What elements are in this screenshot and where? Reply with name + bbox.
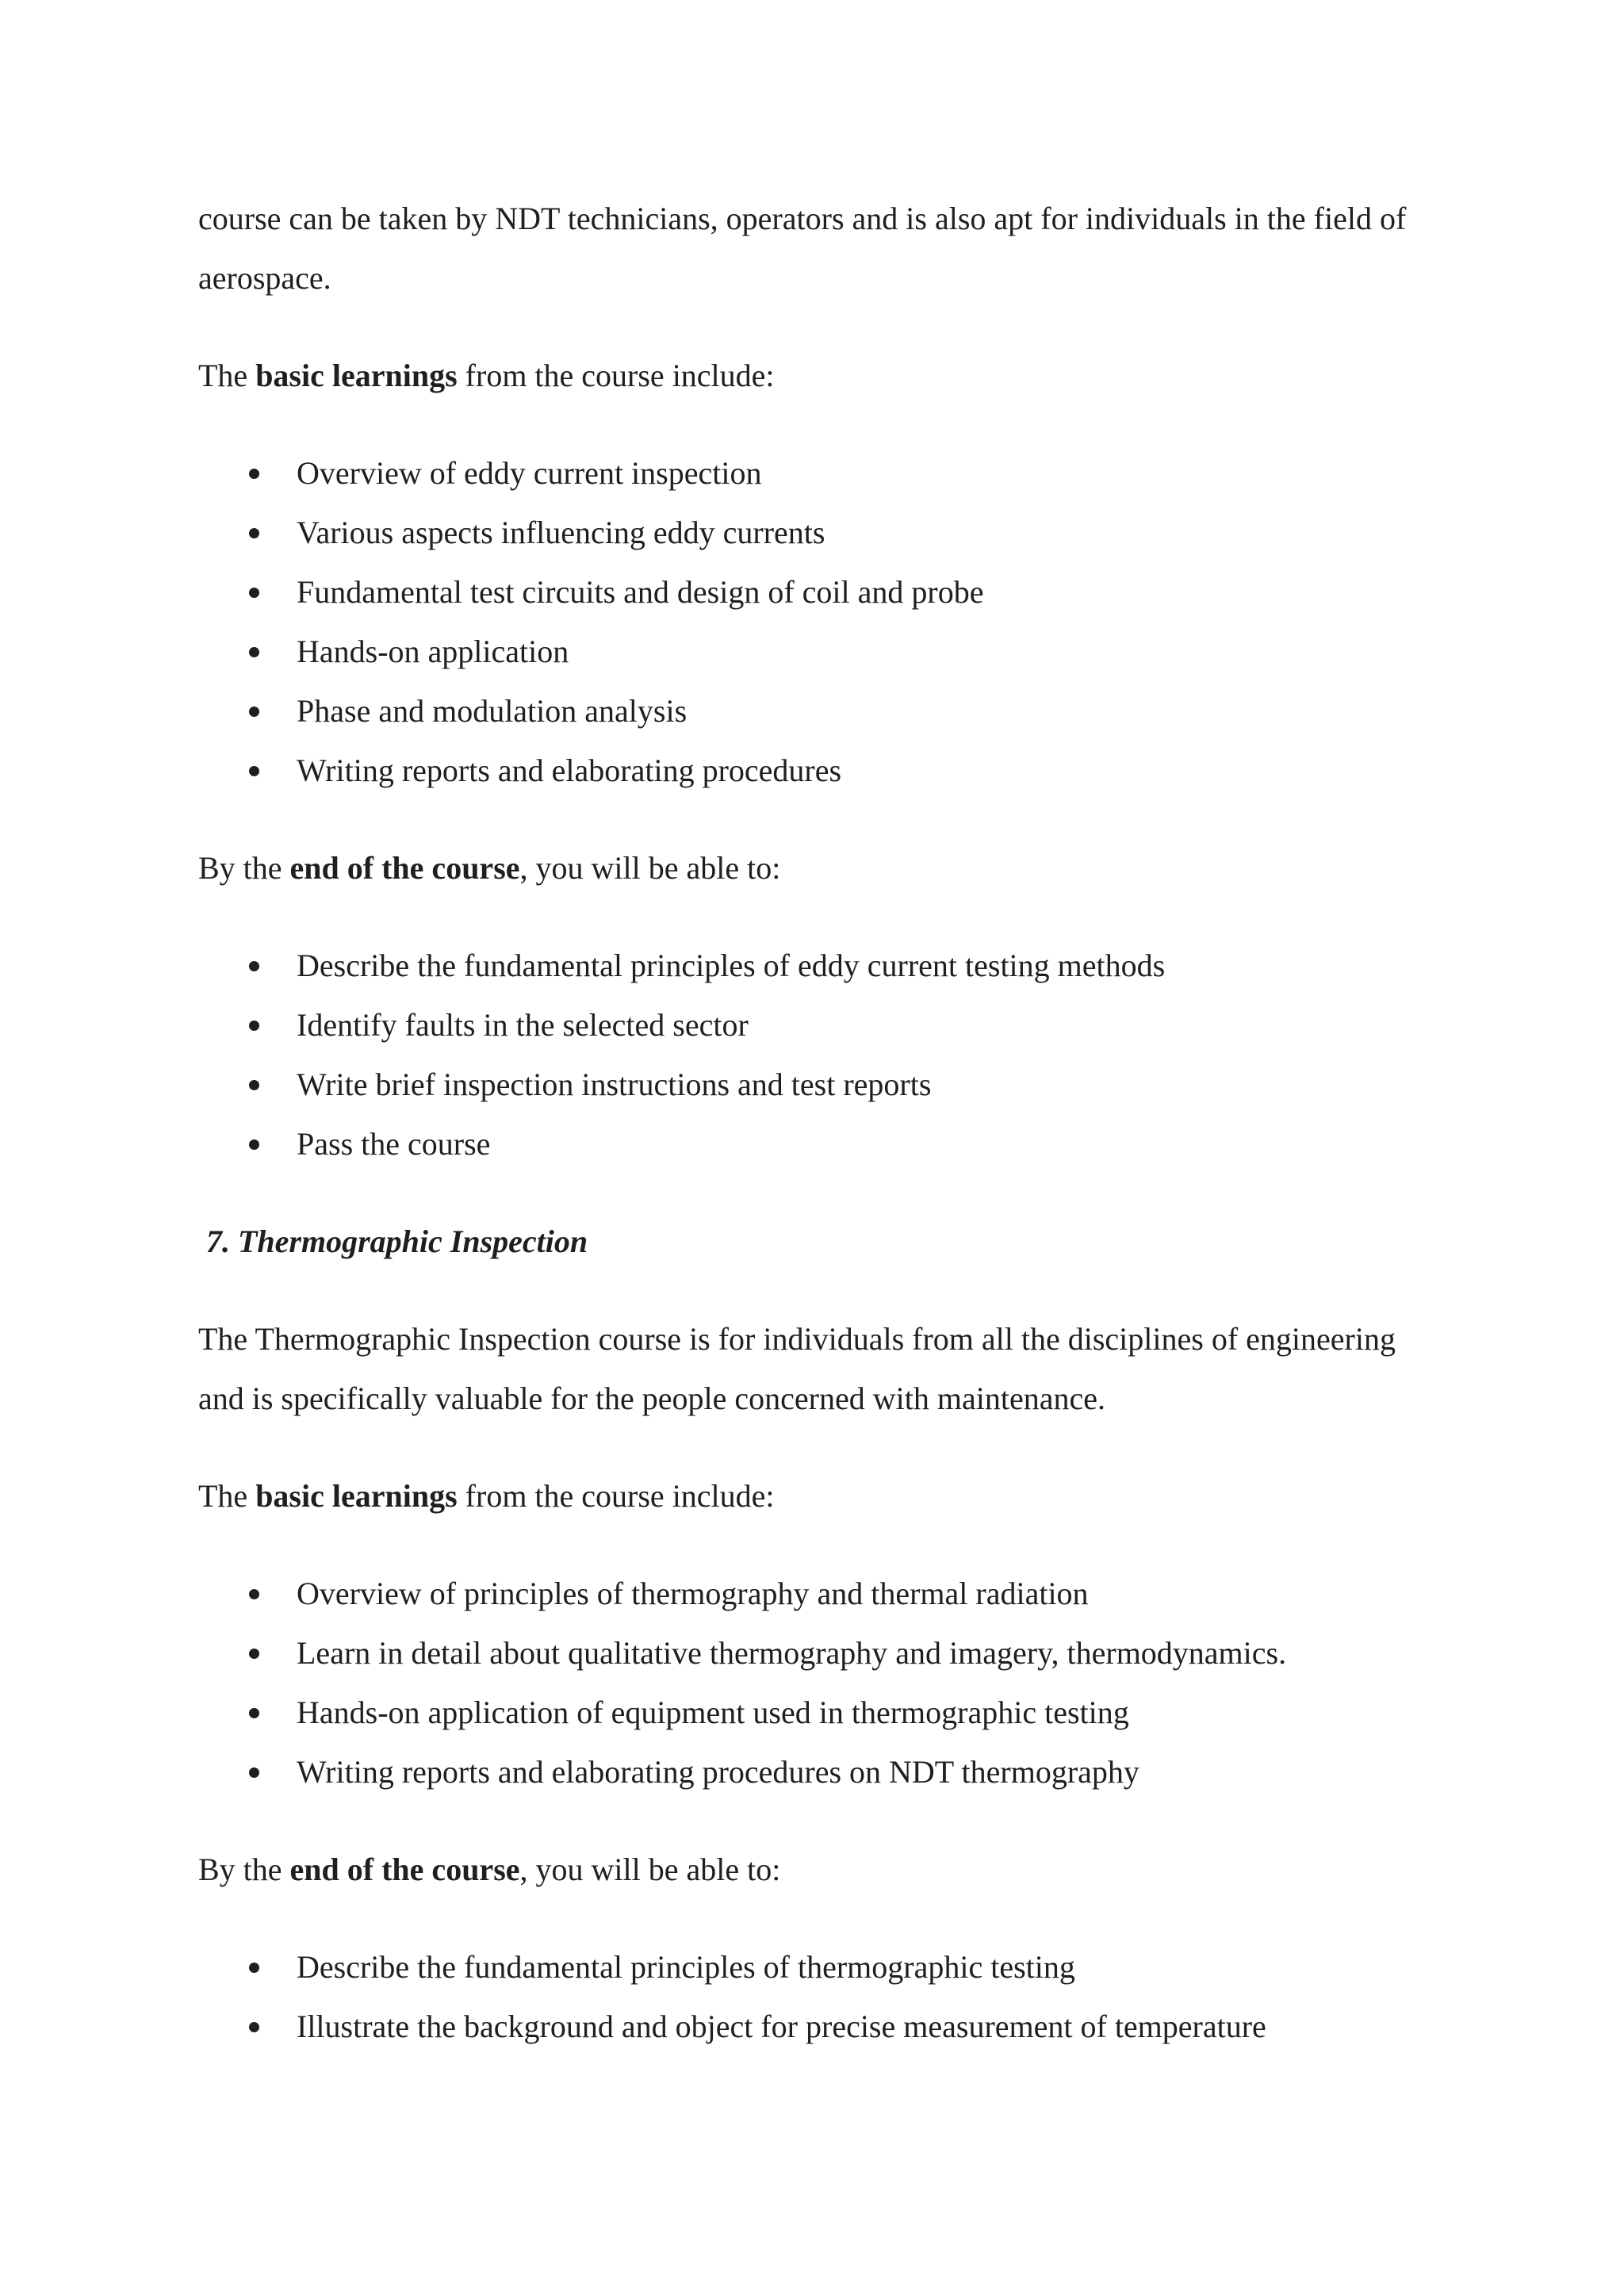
bullet-icon (249, 1708, 259, 1718)
list-item (198, 622, 1435, 681)
bullet-icon (249, 528, 259, 538)
bullet-icon (249, 961, 259, 971)
list-item (198, 1937, 1435, 1997)
list-item (198, 1742, 1435, 1802)
bullet-icon (249, 1021, 259, 1031)
list-item (198, 1623, 1435, 1683)
outcomes-lead (198, 838, 1435, 898)
list-item-text: Learn in detail about qualitative thermography and imagery, thermodynamics. (297, 1635, 1287, 1671)
lead-text: from the course include: (457, 1478, 775, 1514)
page-content (198, 189, 1435, 2094)
list-item-text: Hands-on application of equipment used in thermographic testing (297, 1695, 1129, 1730)
lead-bold-text: end of the course (289, 1852, 520, 1887)
lead-text: By the (198, 850, 290, 886)
bullet-icon (249, 766, 259, 776)
lead-text: , you will be able to: (519, 1852, 781, 1887)
bullet-icon (249, 2022, 259, 2032)
list-item (198, 1055, 1435, 1114)
list-item-text: Phase and modulation analysis (297, 693, 688, 729)
intro-paragraph: course can be taken by NDT technicians, operators and is also apt for individuals in the field of aerospace. (198, 201, 1407, 296)
bullet-icon (249, 469, 259, 479)
list-item (198, 1683, 1435, 1742)
list-item-text: Writing reports and elaborating procedures (297, 753, 842, 788)
lead-text: By the (198, 1852, 290, 1887)
lead-bold-text: end of the course (289, 850, 520, 886)
list-item-text: Overview of principles of thermography and thermal radiation (297, 1576, 1089, 1611)
bullet-icon (249, 1767, 259, 1778)
eddy-outcomes-list (198, 936, 1435, 1174)
lead-bold-text: basic learnings (255, 358, 458, 393)
list-item (198, 936, 1435, 995)
list-item (198, 562, 1435, 622)
lead-text: The (198, 358, 256, 393)
lead-text: , you will be able to: (519, 850, 781, 886)
lead-text: The (198, 1478, 256, 1514)
bullet-icon (249, 588, 259, 598)
thermo-outcomes-list (198, 1937, 1435, 2056)
eddy-learnings-list (198, 443, 1435, 800)
learnings-lead (198, 1466, 1435, 1526)
list-item-text: Writing reports and elaborating procedures on NDT thermography (297, 1754, 1139, 1790)
bullet-icon (249, 1080, 259, 1090)
list-item-text: Overview of eddy current inspection (297, 455, 762, 491)
bullet-icon (249, 707, 259, 717)
list-item (198, 1114, 1435, 1174)
bullet-icon (249, 647, 259, 657)
bullet-icon (249, 1963, 259, 1973)
bullet-icon (249, 1139, 259, 1150)
bullet-icon (249, 1589, 259, 1599)
list-item (198, 741, 1435, 800)
list-item (198, 995, 1435, 1055)
list-item (198, 681, 1435, 741)
list-item-text: Describe the fundamental principles of thermographic testing (297, 1949, 1075, 1985)
lead-text: from the course include: (457, 358, 775, 393)
outcomes-lead (198, 1840, 1435, 1899)
list-item (198, 443, 1435, 503)
section-heading: 7. Thermographic Inspection (206, 1224, 588, 1259)
list-item-text: Pass the course (297, 1126, 491, 1162)
list-item (198, 503, 1435, 562)
thermo-learnings-list (198, 1564, 1435, 1802)
list-item (198, 1564, 1435, 1623)
list-item-text: Identify faults in the selected sector (297, 1007, 749, 1043)
list-item-text: Hands-on application (297, 634, 569, 669)
list-item-text: Various aspects influencing eddy currents (297, 515, 825, 550)
list-item (198, 1997, 1435, 2056)
list-item-text: Fundamental test circuits and design of coil and probe (297, 574, 984, 610)
list-item-text: Write brief inspection instructions and test reports (297, 1067, 932, 1102)
list-item-text: Illustrate the background and object for precise measurement of temperature (297, 2009, 1266, 2044)
lead-bold-text: basic learnings (255, 1478, 458, 1514)
section-description: The Thermographic Inspection course is for individuals from all the disciplines of engineering and is specifically valuable for the people concerned with maintenance. (198, 1321, 1396, 1416)
learnings-lead (198, 346, 1435, 405)
bullet-icon (249, 1649, 259, 1659)
list-item-text: Describe the fundamental principles of eddy current testing methods (297, 948, 1166, 983)
